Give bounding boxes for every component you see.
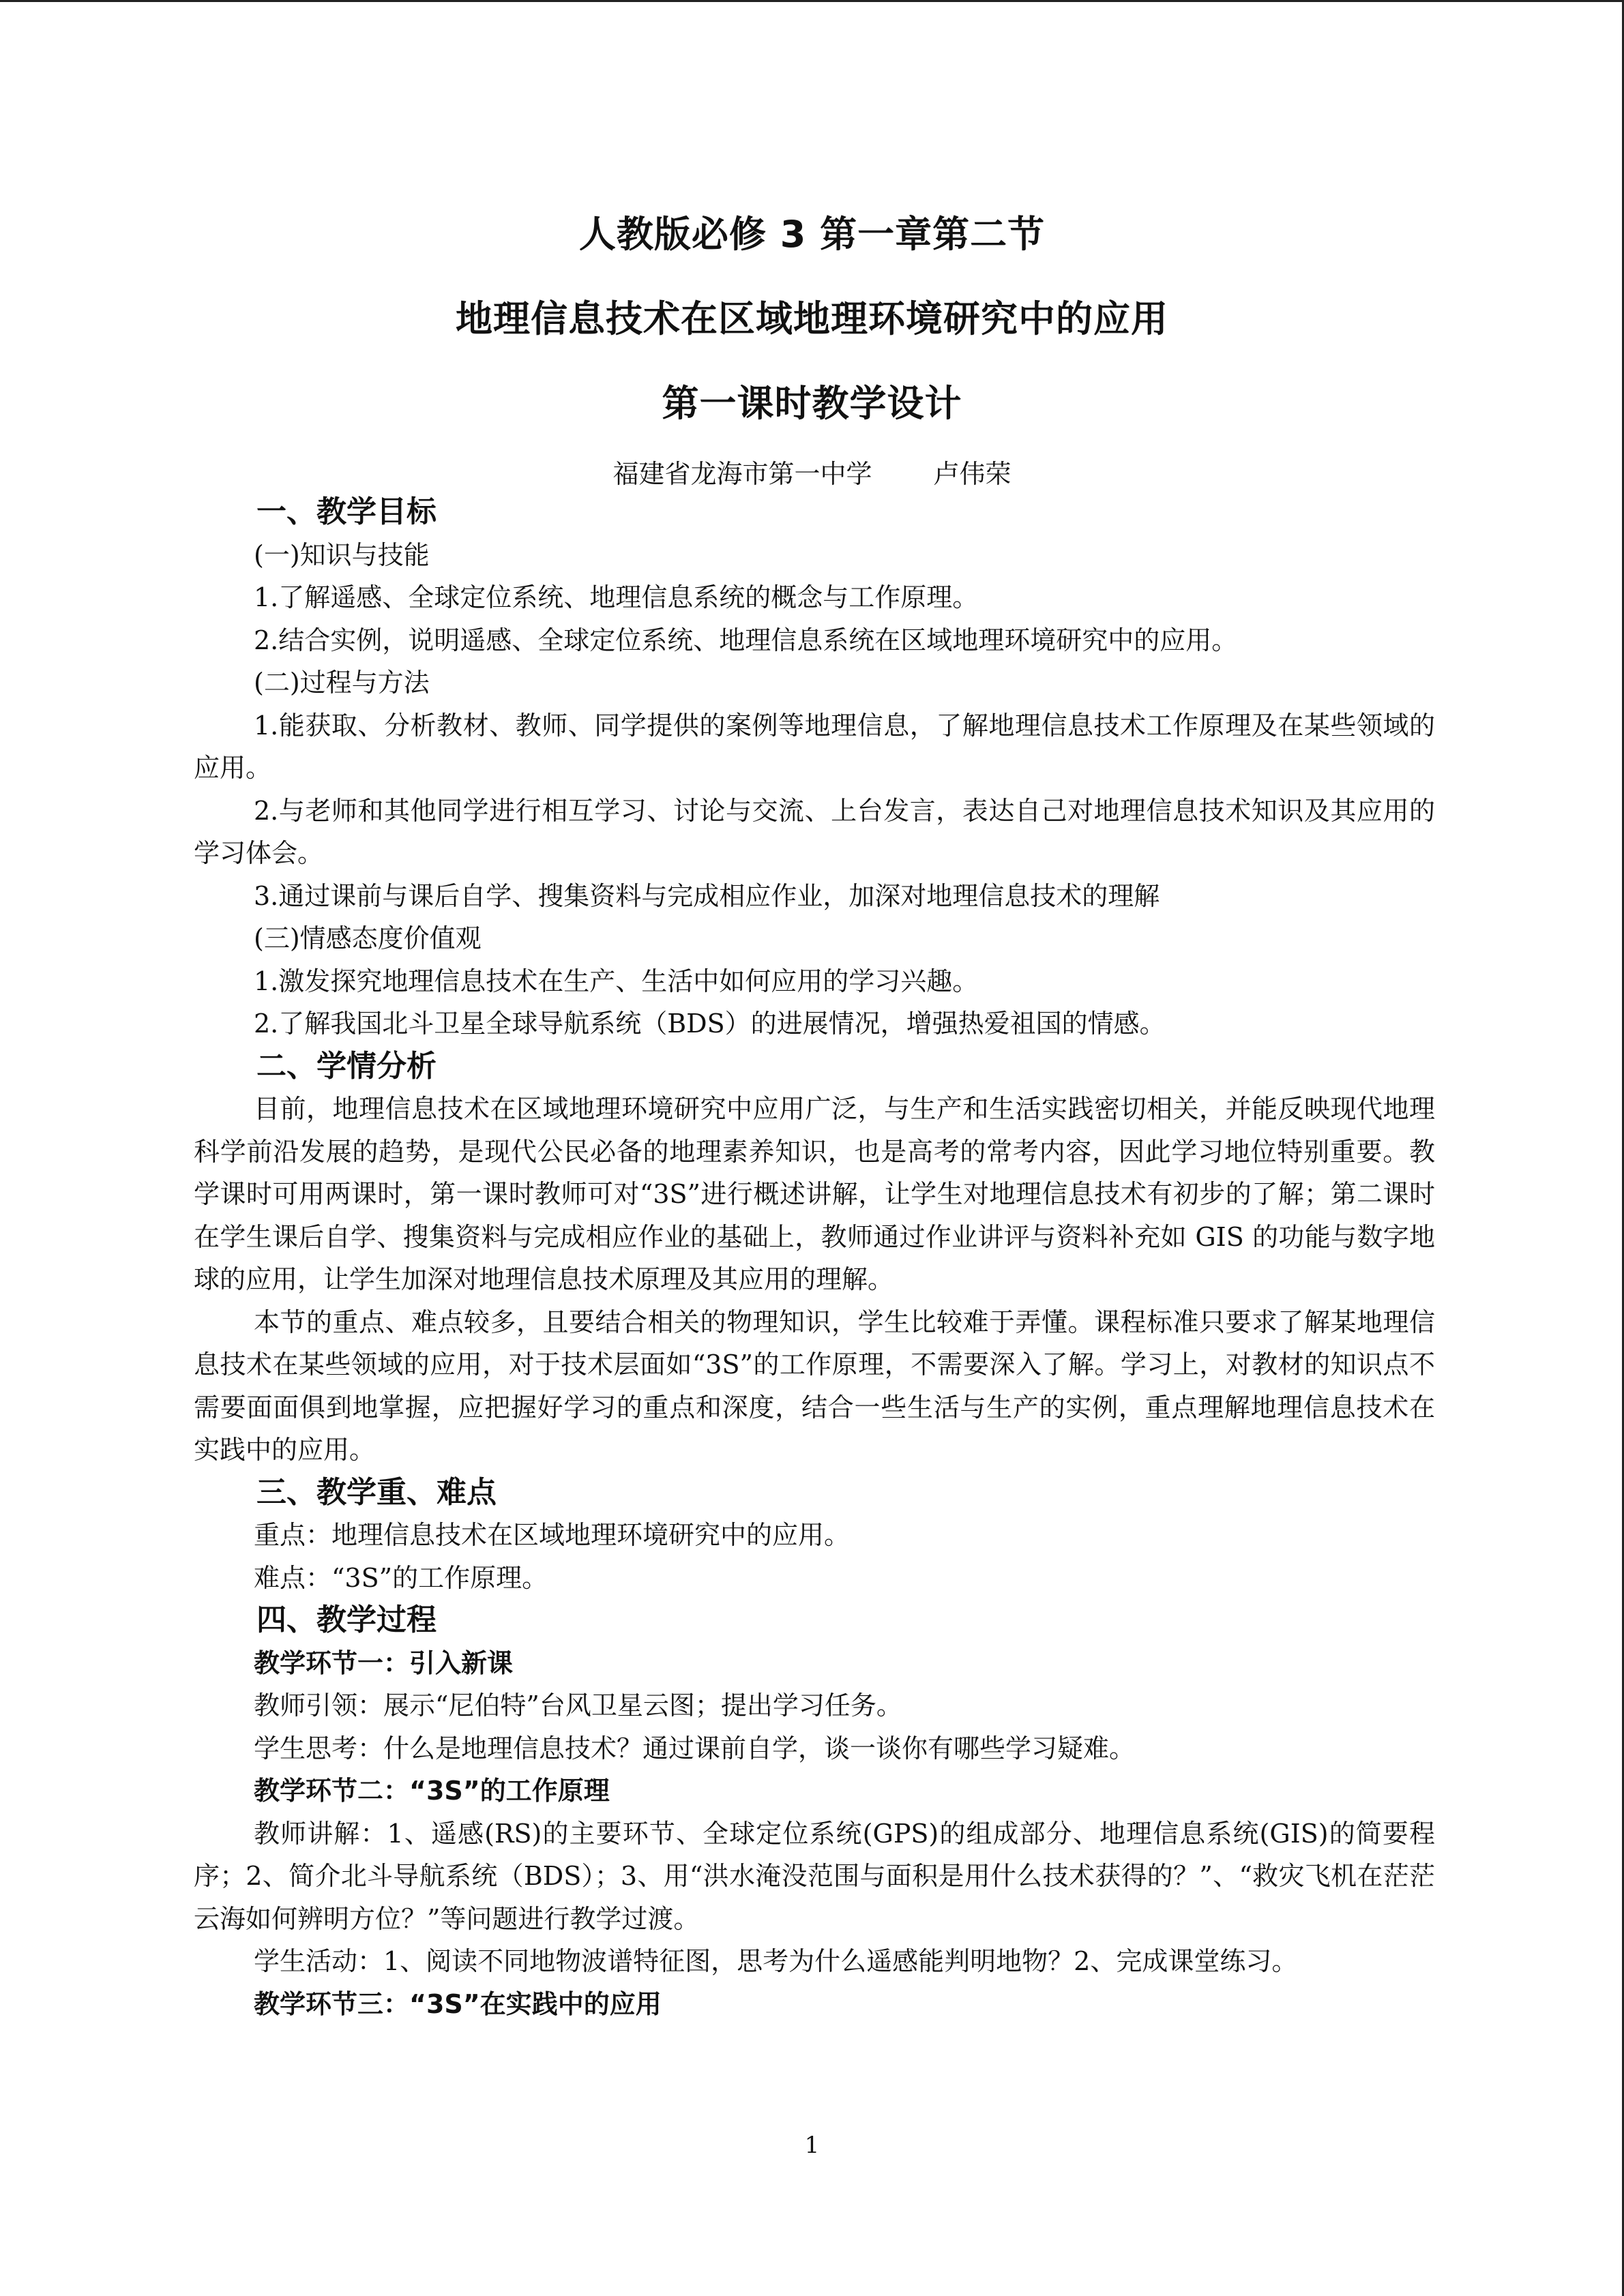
step-title: 教学环节三：“3S”在实践中的应用 — [254, 1988, 662, 2019]
paragraph: 2.与老师和其他同学进行相互学习、讨论与交流、上台发言，表达自己对地理信息技术知识及其应用的学习体会。 — [194, 795, 1435, 868]
subheading-knowledge: (一)知识与技能 — [254, 539, 430, 570]
step-title: 教学环节一：引入新课 — [254, 1648, 514, 1678]
step-title: 教学环节二：“3S”的工作原理 — [254, 1776, 610, 1806]
paragraph: 3.通过课前与课后自学、搜集资料与完成相应作业，加深对地理信息技术的理解 — [254, 880, 1160, 911]
subheading-attitude: (三)情感态度价值观 — [254, 923, 482, 953]
paragraph: 教师讲解：1、遥感(RS)的主要环节、全球定位系统(GPS)的组成部分、地理信息系统(GIS)的简要程序；2、简介北斗导航系统（BDS）；3、用“洪水淹没范围与面积是用什么技术获得的？”、“救灾飞机在茫茫云海如何辨明方位？”等问题进行教学过渡。 — [194, 1818, 1435, 1934]
section-heading-objectives: 一、教学目标 — [256, 494, 437, 529]
paragraph: 难点：“3S”的工作原理。 — [254, 1562, 548, 1593]
paragraph: 学生活动：1、阅读不同地物波谱特征图，思考为什么遥感能判明地物？2、完成课堂练习。 — [254, 1946, 1298, 1976]
section-heading-analysis: 二、学情分析 — [256, 1048, 437, 1084]
paragraph: 本节的重点、难点较多，且要结合相关的物理知识，学生比较难于弄懂。课程标准只要求了解某地理信息技术在某些领域的应用，对于技术层面如“3S”的工作原理，不需要深入了解。学习上，对教材的知识点不需要面面俱到地掌握，应把握好学习的重点和深度，结合一些生活与生产的实例，重点理解地理信息技术在实践中的应用。 — [194, 1307, 1435, 1465]
subheading-process: (二)过程与方法 — [254, 668, 430, 698]
doc-title-line3: 第一课时教学设计 — [662, 382, 962, 425]
paragraph: 重点：地理信息技术在区域地理环境研究中的应用。 — [254, 1520, 851, 1550]
author-school: 福建省龙海市第一中学 — [612, 459, 872, 489]
paragraph: 学生思考：什么是地理信息技术？通过课前自学，谈一谈你有哪些学习疑难。 — [254, 1733, 1136, 1763]
section-heading-process: 四、教学过程 — [256, 1602, 437, 1637]
paragraph: 1.了解遥感、全球定位系统、地理信息系统的概念与工作原理。 — [254, 582, 979, 612]
paragraph: 1.激发探究地理信息技术在生产、生活中如何应用的学习兴趣。 — [254, 966, 979, 996]
author-line — [0, 458, 1624, 490]
section-heading-key-points: 三、教学重、难点 — [256, 1474, 497, 1510]
doc-title-line2: 地理信息技术在区域地理环境研究中的应用 — [456, 297, 1168, 340]
document-body — [194, 491, 1435, 2025]
doc-title-line1: 人教版必修 3 第一章第二节 — [578, 213, 1046, 256]
paragraph: 教师引领：展示“尼伯特”台风卫星云图；提出学习任务。 — [254, 1690, 902, 1720]
paragraph: 2.结合实例，说明遥感、全球定位系统、地理信息系统在区域地理环境研究中的应用。 — [254, 625, 1238, 655]
page-number: 1 — [804, 2132, 820, 2159]
paragraph: 目前，地理信息技术在区域地理环境研究中应用广泛，与生产和生活实践密切相关，并能反映现代地理科学前沿发展的趋势，是现代公民必备的地理素养知识，也是高考的常考内容，因此学习地位特别重要。教学课时可用两课时，第一课时教师可对“3S”进行概述讲解，让学生对地理信息技术有初步的了解；第二课时在学生课后自学、搜集资料与完成相应作业的基础上，教师通过作业讲评与资料补充如 GIS 的功能与数字地球的应用，让学生加深对地理信息技术原理及其应用的理解。 — [194, 1094, 1435, 1294]
paragraph: 1.能获取、分析教材、教师、同学提供的案例等地理信息，了解地理信息技术工作原理及在某些领域的应用。 — [194, 710, 1435, 783]
paragraph: 2.了解我国北斗卫星全球导航系统（BDS）的进展情况，增强热爱祖国的情感。 — [254, 1009, 1166, 1039]
author-name: 卢伟荣 — [933, 459, 1012, 489]
